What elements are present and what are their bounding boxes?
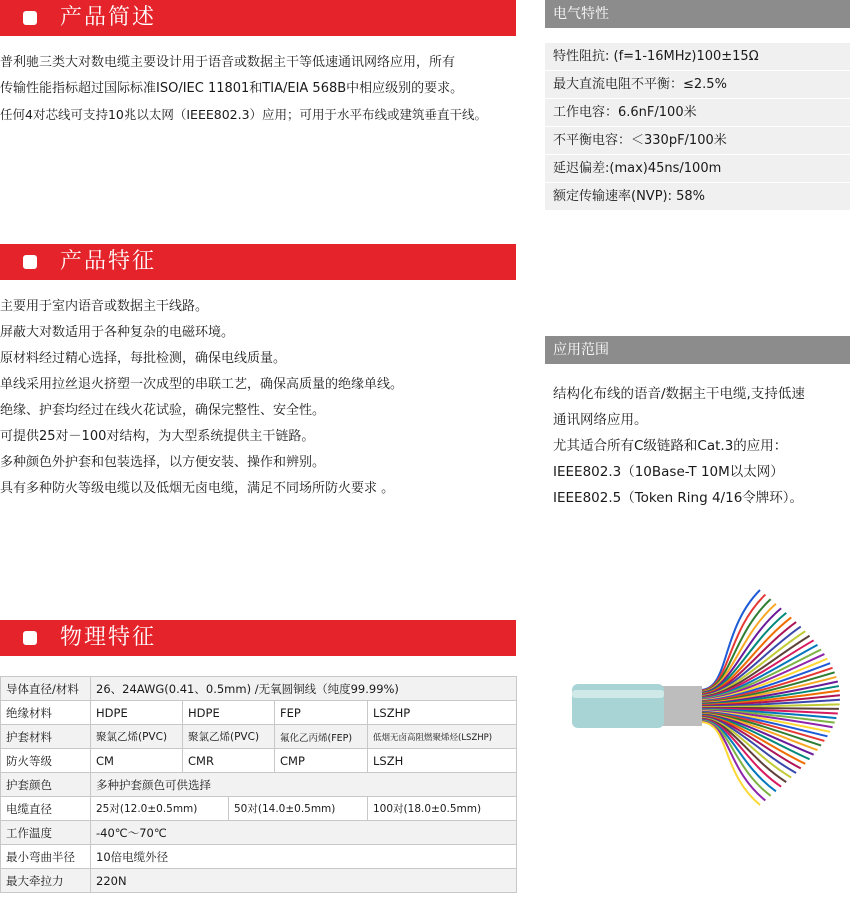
features-list — [0, 294, 514, 502]
bullet-square-icon — [23, 631, 37, 645]
spec-row: 最大直流电阻不平衡：≤2.5% — [545, 70, 850, 98]
cell: LSZH — [368, 749, 517, 773]
cell: HDPE — [183, 701, 275, 725]
overview-line: 普利驰三类大对数电缆主要设计用于语音或数据主干等低速通讯网络应用，所有 — [0, 55, 456, 70]
cell: CM — [91, 749, 183, 773]
bullet-square-icon — [23, 11, 37, 25]
cell: 多种护套颜色可供选择 — [91, 773, 517, 797]
overview-line: 任何4对芯线可支持10兆以太网（IEEE802.3）应用；可用于水平布线或建筑垂直干线。 — [0, 107, 488, 122]
row-label: 护套材料 — [1, 725, 91, 749]
row-label: 最小弯曲半径 — [1, 845, 91, 869]
bullet-square-icon — [23, 255, 37, 269]
row-label: 绝缘材料 — [1, 701, 91, 725]
overview-line: 传输性能指标超过国际标准ISO/IEC 11801和TIA/EIA 568B中相应级别的要求。 — [0, 81, 464, 96]
cell: 低烟无卤高阻燃聚烯烃(LSZHP) — [368, 725, 517, 749]
cell: 氟化乙丙烯(FEP) — [275, 725, 368, 749]
feature-item: 主要用于室内语音或数据主干线路。 — [0, 299, 209, 314]
cell: 25对(12.0±0.5mm) — [91, 797, 229, 821]
table-row — [1, 701, 517, 725]
spec-row: 额定传输速率(NVP): 58% — [545, 182, 850, 210]
features-title: 产品特征 — [60, 249, 157, 274]
spec-row: 不平衡电容：＜330pF/100米 — [545, 126, 850, 154]
table-row — [1, 773, 517, 797]
applications-text — [553, 381, 849, 511]
cell: HDPE — [91, 701, 183, 725]
cable-inner-shield — [660, 686, 702, 726]
applications-header: 应用范围 — [545, 336, 850, 364]
physical-spec-table — [0, 676, 517, 893]
row-label: 工作温度 — [1, 821, 91, 845]
feature-item: 具有多种防火等级电缆以及低烟无卤电缆，满足不同场所防火要求 。 — [0, 481, 395, 496]
feature-item: 屏蔽大对数适用于各种复杂的电磁环境。 — [0, 325, 235, 340]
cell: CMR — [183, 749, 275, 773]
overview-header — [0, 0, 516, 36]
spec-row: 工作电容：6.6nF/100米 — [545, 98, 850, 126]
overview-title: 产品简述 — [60, 5, 157, 30]
cell: 10倍电缆外径 — [91, 845, 517, 869]
table-row — [1, 869, 517, 893]
feature-item: 多种颜色外护套和包装选择，以方便安装、操作和辨别。 — [0, 455, 326, 470]
cell: 26、24AWG(0.41、0.5mm) /无氧圆铜线（纯度99.99%) — [91, 677, 517, 701]
cable-highlight — [572, 690, 664, 698]
row-label: 护套颜色 — [1, 773, 91, 797]
row-label: 电缆直径 — [1, 797, 91, 821]
cable-image — [560, 580, 845, 810]
cell: CMP — [275, 749, 368, 773]
table-row — [1, 821, 517, 845]
table-row — [1, 749, 517, 773]
cell: 50对(14.0±0.5mm) — [229, 797, 368, 821]
row-label: 导体直径/材料 — [1, 677, 91, 701]
cell: 聚氯乙烯(PVC) — [183, 725, 275, 749]
table-row — [1, 725, 517, 749]
cell: LSZHP — [368, 701, 517, 725]
table-row — [1, 845, 517, 869]
features-header — [0, 244, 516, 280]
cell: 聚氯乙烯(PVC) — [91, 725, 183, 749]
application-line: IEEE802.3（10Base-T 10M以太网） — [553, 464, 784, 480]
table-row — [1, 677, 517, 701]
feature-item: 单线采用拉丝退火挤塑一次成型的串联工艺，确保高质量的绝缘单线。 — [0, 377, 404, 392]
cell: FEP — [275, 701, 368, 725]
cell: 100对(18.0±0.5mm) — [368, 797, 517, 821]
electrical-header: 电气特性 — [545, 0, 850, 28]
cell: 220N — [91, 869, 517, 893]
feature-item: 原材料经过精心选择，每批检测，确保电线质量。 — [0, 351, 287, 366]
spec-row: 延迟偏差:(max)45ns/100m — [545, 154, 850, 182]
cell: -40℃～70℃ — [91, 821, 517, 845]
cable-wires — [700, 590, 840, 805]
physical-header — [0, 620, 516, 656]
feature-item: 可提供25对－100对结构，为大型系统提供主干链路。 — [0, 429, 315, 444]
spec-row: 特性阻抗: (f=1-16MHz)100±15Ω — [545, 42, 850, 70]
application-line: 尤其适合所有C级链路和Cat.3的应用： — [553, 438, 788, 454]
application-line: 结构化布线的语音/数据主干电缆,支持低速 — [553, 386, 805, 402]
feature-item: 绝缘、护套均经过在线火花试验，确保完整性、安全性。 — [0, 403, 326, 418]
table-row — [1, 797, 517, 821]
electrical-list — [545, 42, 850, 210]
overview-text — [0, 50, 514, 128]
row-label: 防火等级 — [1, 749, 91, 773]
physical-title: 物理特征 — [60, 625, 157, 650]
row-label: 最大牵拉力 — [1, 869, 91, 893]
application-line: IEEE802.5（Token Ring 4/16令牌环）。 — [553, 490, 804, 506]
application-line: 通讯网络应用。 — [553, 412, 648, 428]
